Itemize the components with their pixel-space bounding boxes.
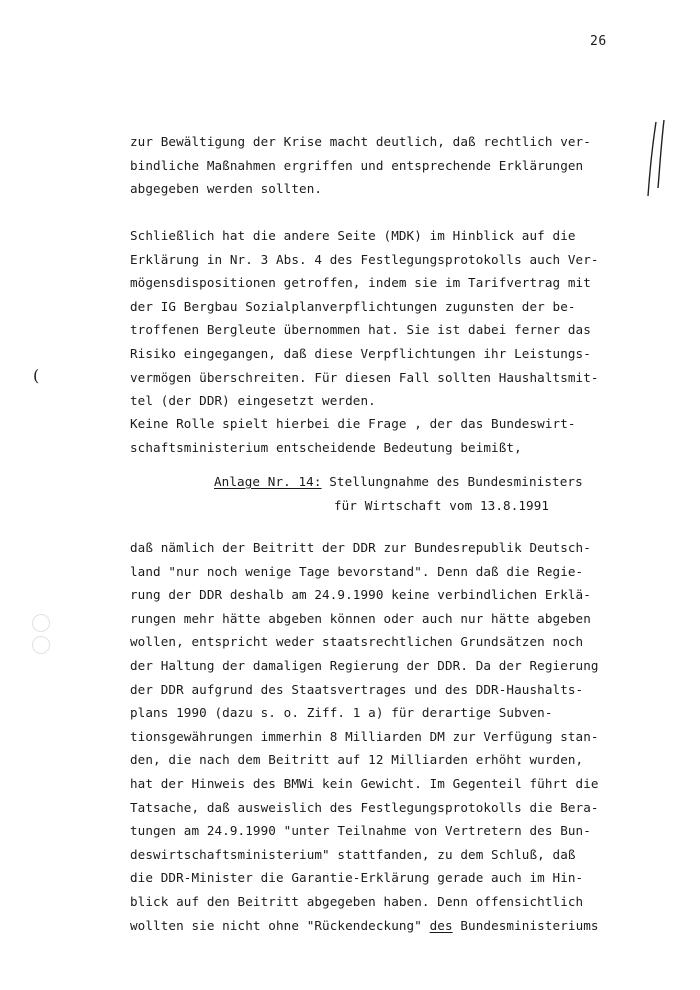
text-line: plans 1990 (dazu s. o. Ziff. 1 a) für derartige Subven-: [130, 705, 553, 721]
text-line: schaftsministerium entscheidende Bedeutung beimißt,: [130, 439, 522, 455]
margin-annotation-marks: [644, 118, 672, 198]
text-line: der IG Bergbau Sozialplanverpflichtungen zugunsten der be-: [130, 298, 576, 314]
text-line: Keine Rolle spielt hierbei die Frage , der das Bundeswirt-: [130, 416, 576, 431]
text-line: blick auf den Beitritt abgegeben haben. Denn offensichtlich: [130, 893, 584, 909]
paragraph-accession: [130, 536, 640, 937]
paragraph-ministry-question: [130, 412, 640, 459]
annex-reference: [214, 470, 634, 517]
text-line: tel (der DDR) eingesetzt werden.: [130, 393, 376, 409]
paragraph-mdk: [130, 224, 640, 413]
margin-paren-mark: (: [33, 366, 40, 385]
text-line: wollen, entspricht weder staatsrechtlichen Grundsätzen noch: [130, 634, 584, 650]
text-line: land "nur noch wenige Tage bevorstand". Denn daß die Regie-: [130, 563, 584, 579]
text-line: bindliche Maßnahmen ergriffen und entsprechende Erklärungen: [130, 157, 584, 173]
punch-hole: [32, 636, 50, 654]
annex-label: Anlage Nr. 14:: [214, 474, 322, 489]
text-line: Erklärung in Nr. 3 Abs. 4 des Festlegungsprotokolls auch Ver-: [130, 251, 599, 267]
text-line: die DDR-Minister die Garantie-Erklärung gerade auch im Hin-: [130, 870, 584, 886]
text-line: den, die nach dem Beitritt auf 12 Milliarden erhöht wurden,: [130, 752, 584, 768]
text-line: rungen mehr hätte abgeben können oder auch nur hätte abgeben: [130, 610, 591, 626]
annex-text-1: Stellungnahme des Bundesministers: [321, 474, 583, 489]
text-line: Schließlich hat die andere Seite (MDK) im Hinblick auf die: [130, 228, 576, 243]
text-line: troffenen Bergleute übernommen hat. Sie ist dabei ferner das: [130, 322, 591, 338]
text-fragment: wollten sie nicht ohne "Rückendeckung": [130, 917, 422, 933]
text-line: Risiko eingegangen, daß diese Verpflichtungen ihr Leistungs-: [130, 345, 591, 361]
text-line: hat der Hinweis des BMWi kein Gewicht. Im Gegenteil führt die: [130, 775, 599, 791]
text-line: mögensdispositionen getroffen, indem sie im Tarifvertrag mit: [130, 275, 591, 291]
annex-line-1: [214, 470, 634, 494]
text-line: tionsgewährungen immerhin 8 Milliarden DM zur Verfügung stan-: [130, 728, 599, 744]
paragraph-crisis: [130, 130, 640, 201]
text-line: zur Bewältigung der Krise macht deutlich, daß rechtlich ver-: [130, 134, 591, 149]
text-line: abgegeben werden sollten.: [130, 181, 323, 197]
text-line: der Haltung der damaligen Regierung der DDR. Da der Regierung: [130, 657, 599, 673]
text-line: der DDR aufgrund des Staatsvertrages und des DDR-Haushalts-: [130, 681, 584, 697]
annex-line-2: für Wirtschaft vom 13.8.1991: [334, 497, 550, 513]
text-line: rung der DDR deshalb am 24.9.1990 keine verbindlichen Erklä-: [130, 587, 591, 603]
page-number: 26: [590, 34, 607, 49]
text-line: Tatsache, daß ausweislich des Festlegungsprotokolls die Bera-: [130, 799, 599, 815]
punch-hole: [32, 614, 50, 632]
text-line-last: [130, 914, 640, 938]
text-line: tungen am 24.9.1990 "unter Teilnahme von Vertretern des Bun-: [130, 823, 591, 839]
text-fragment: Bundesministeriums: [452, 917, 599, 933]
text-line: vermögen überschreiten. Für diesen Fall sollten Haushaltsmit-: [130, 369, 599, 385]
underlined-word: des: [429, 917, 453, 933]
text-line: daß nämlich der Beitritt der DDR zur Bundesrepublik Deutsch-: [130, 540, 591, 555]
text-line: deswirtschaftsministerium" stattfanden, zu dem Schluß, daß: [130, 846, 576, 862]
